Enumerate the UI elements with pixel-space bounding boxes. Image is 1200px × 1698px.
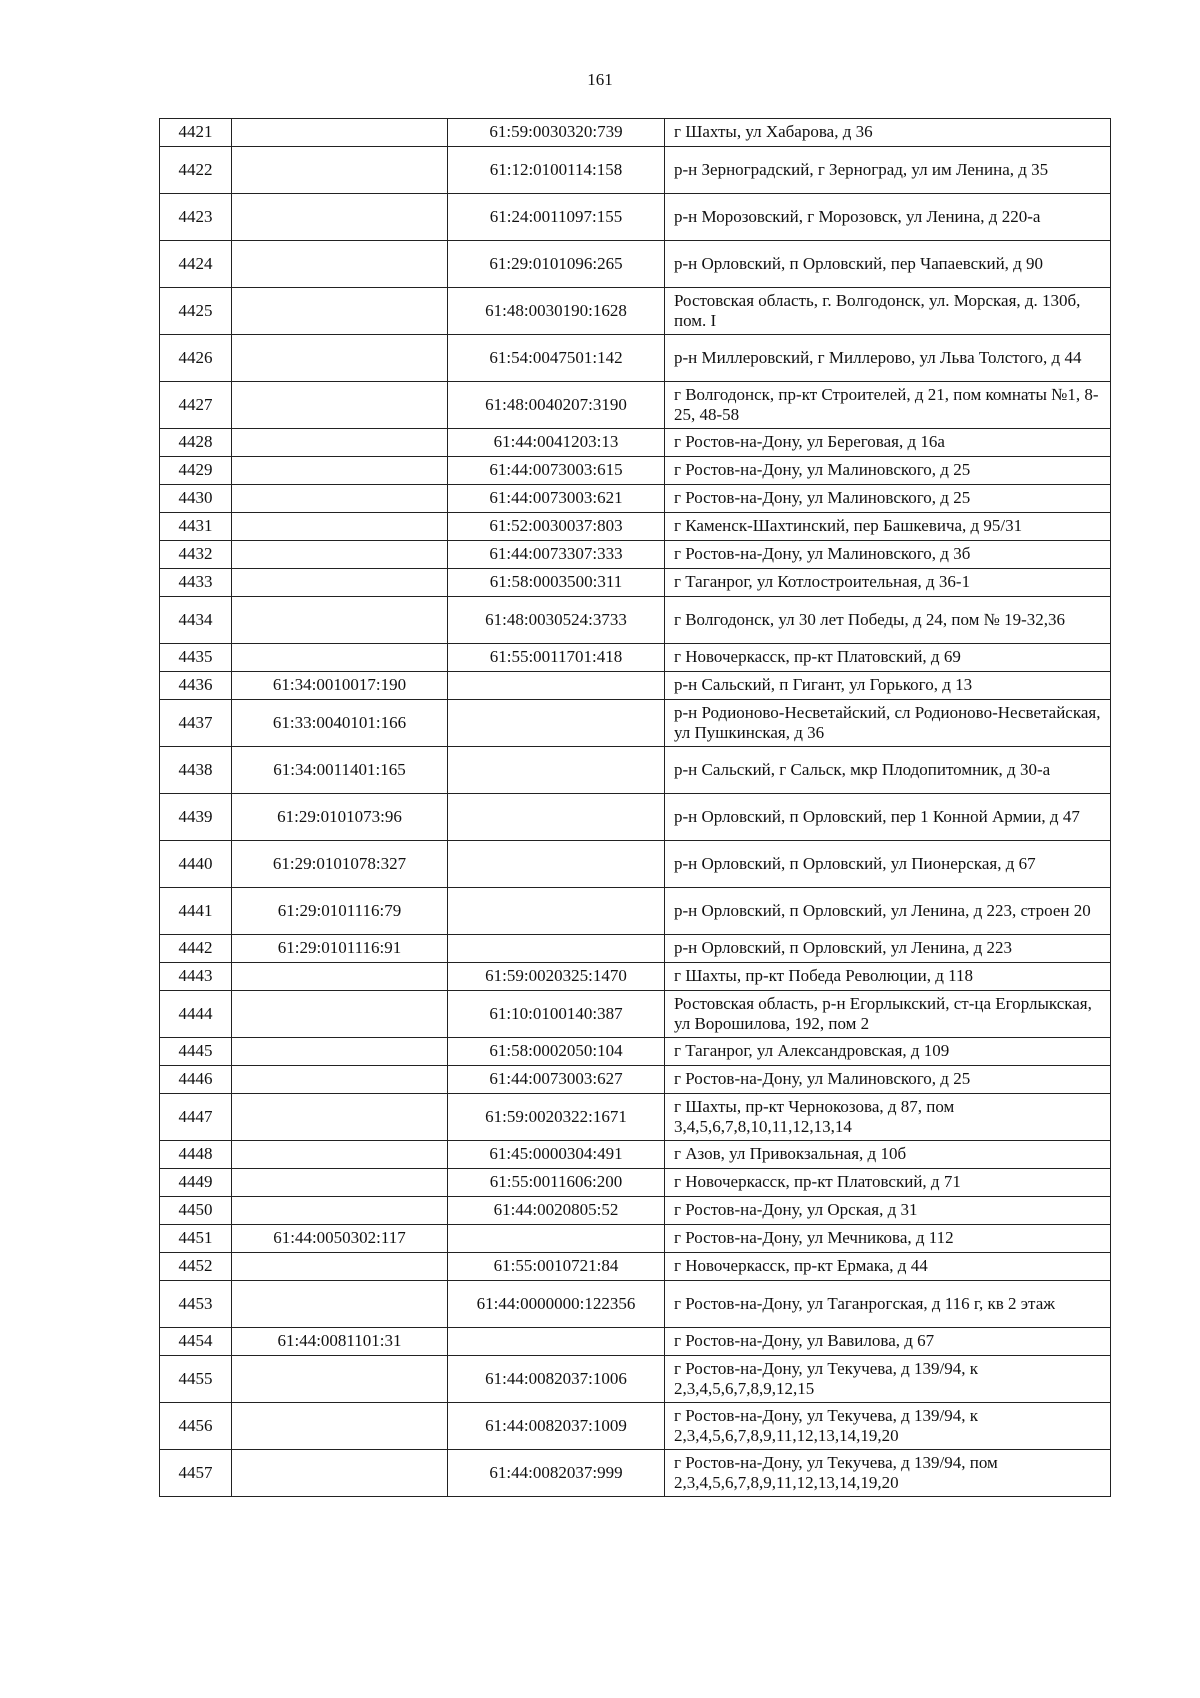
table-row <box>160 457 1111 485</box>
address-cell: р-н Орловский, п Орловский, пер 1 Конной Армии, д 47 <box>665 794 1111 841</box>
cadastral-number-b-cell <box>448 1328 665 1356</box>
table-row <box>160 1281 1111 1328</box>
address-cell: г Ростов-на-Дону, ул Текучева, д 139/94, пом 2,3,4,5,6,7,8,9,11,12,13,14,19,20 <box>665 1450 1111 1497</box>
cadastral-number-a-cell <box>232 644 448 672</box>
row-number-cell: 4433 <box>160 569 232 597</box>
table-row <box>160 335 1111 382</box>
cadastral-number-b-cell: 61:44:0020805:52 <box>448 1197 665 1225</box>
cadastral-number-a-cell <box>232 597 448 644</box>
cadastral-number-b-cell: 61:55:0010721:84 <box>448 1253 665 1281</box>
cadastral-number-b-cell <box>448 794 665 841</box>
table-row <box>160 1197 1111 1225</box>
address-cell: р-н Родионово-Несветайский, сл Родионово-Несветайская, ул Пушкинская, д 36 <box>665 700 1111 747</box>
cadastral-number-b-cell: 61:52:0030037:803 <box>448 513 665 541</box>
row-number-cell: 4424 <box>160 241 232 288</box>
address-cell: р-н Орловский, п Орловский, ул Ленина, д 223, строен 20 <box>665 888 1111 935</box>
row-number-cell: 4454 <box>160 1328 232 1356</box>
cadastral-number-b-cell <box>448 1225 665 1253</box>
cadastral-number-b-cell: 61:58:0002050:104 <box>448 1038 665 1066</box>
cadastral-number-b-cell: 61:44:0073003:627 <box>448 1066 665 1094</box>
cadastral-number-b-cell <box>448 700 665 747</box>
address-cell: г Шахты, пр-кт Чернокозова, д 87, пом 3,4,5,6,7,8,10,11,12,13,14 <box>665 1094 1111 1141</box>
table-row <box>160 935 1111 963</box>
cadastral-number-a-cell <box>232 1066 448 1094</box>
table-row <box>160 747 1111 794</box>
cadastral-number-a-cell <box>232 963 448 991</box>
row-number-cell: 4427 <box>160 382 232 429</box>
table-row <box>160 841 1111 888</box>
address-cell: г Ростов-на-Дону, ул Орская, д 31 <box>665 1197 1111 1225</box>
table-row <box>160 513 1111 541</box>
cadastral-number-b-cell: 61:44:0041203:13 <box>448 429 665 457</box>
property-table-body <box>160 119 1111 1497</box>
address-cell: г Ростов-на-Дону, ул Текучева, д 139/94, к 2,3,4,5,6,7,8,9,12,15 <box>665 1356 1111 1403</box>
cadastral-number-b-cell: 61:59:0020322:1671 <box>448 1094 665 1141</box>
table-row <box>160 700 1111 747</box>
table-row <box>160 382 1111 429</box>
cadastral-number-b-cell: 61:59:0030320:739 <box>448 119 665 147</box>
address-cell: г Таганрог, ул Александровская, д 109 <box>665 1038 1111 1066</box>
cadastral-number-b-cell: 61:44:0073307:333 <box>448 541 665 569</box>
cadastral-number-b-cell: 61:10:0100140:387 <box>448 991 665 1038</box>
cadastral-number-b-cell <box>448 747 665 794</box>
cadastral-number-a-cell <box>232 991 448 1038</box>
table-row <box>160 1328 1111 1356</box>
page-number: 161 <box>587 70 613 89</box>
row-number-cell: 4438 <box>160 747 232 794</box>
row-number-cell: 4429 <box>160 457 232 485</box>
row-number-cell: 4422 <box>160 147 232 194</box>
address-cell: р-н Миллеровский, г Миллерово, ул Льва Толстого, д 44 <box>665 335 1111 382</box>
cadastral-number-a-cell <box>232 1281 448 1328</box>
row-number-cell: 4450 <box>160 1197 232 1225</box>
address-cell: р-н Сальский, п Гигант, ул Горького, д 13 <box>665 672 1111 700</box>
row-number-cell: 4425 <box>160 288 232 335</box>
cadastral-number-b-cell: 61:45:0000304:491 <box>448 1141 665 1169</box>
row-number-cell: 4434 <box>160 597 232 644</box>
cadastral-number-a-cell <box>232 1094 448 1141</box>
cadastral-number-a-cell <box>232 335 448 382</box>
cadastral-number-a-cell: 61:44:0050302:117 <box>232 1225 448 1253</box>
row-number-cell: 4426 <box>160 335 232 382</box>
cadastral-number-b-cell: 61:55:0011606:200 <box>448 1169 665 1197</box>
table-row <box>160 485 1111 513</box>
cadastral-number-a-cell: 61:29:0101116:91 <box>232 935 448 963</box>
cadastral-number-a-cell: 61:44:0081101:31 <box>232 1328 448 1356</box>
table-row <box>160 1403 1111 1450</box>
cadastral-number-a-cell <box>232 1403 448 1450</box>
address-cell: г Шахты, пр-кт Победа Революции, д 118 <box>665 963 1111 991</box>
cadastral-number-a-cell <box>232 1169 448 1197</box>
row-number-cell: 4435 <box>160 644 232 672</box>
table-row <box>160 147 1111 194</box>
address-cell: р-н Зерноградский, г Зерноград, ул им Ленина, д 35 <box>665 147 1111 194</box>
cadastral-number-a-cell <box>232 1038 448 1066</box>
table-row <box>160 194 1111 241</box>
row-number-cell: 4445 <box>160 1038 232 1066</box>
address-cell: Ростовская область, р-н Егорлыкский, ст-ца Егорлыкская, ул Ворошилова, 192, пом 2 <box>665 991 1111 1038</box>
table-row <box>160 963 1111 991</box>
address-cell: г Ростов-на-Дону, ул Текучева, д 139/94, к 2,3,4,5,6,7,8,9,11,12,13,14,19,20 <box>665 1403 1111 1450</box>
cadastral-number-a-cell <box>232 288 448 335</box>
address-cell: г Шахты, ул Хабарова, д 36 <box>665 119 1111 147</box>
cadastral-number-a-cell <box>232 1141 448 1169</box>
table-row <box>160 672 1111 700</box>
row-number-cell: 4449 <box>160 1169 232 1197</box>
address-cell: г Новочеркасск, пр-кт Платовский, д 69 <box>665 644 1111 672</box>
row-number-cell: 4446 <box>160 1066 232 1094</box>
address-cell: г Ростов-на-Дону, ул Малиновского, д 3б <box>665 541 1111 569</box>
cadastral-number-b-cell: 61:58:0003500:311 <box>448 569 665 597</box>
cadastral-number-a-cell <box>232 194 448 241</box>
address-cell: г Ростов-на-Дону, ул Малиновского, д 25 <box>665 485 1111 513</box>
cadastral-number-b-cell: 61:54:0047501:142 <box>448 335 665 382</box>
address-cell: р-н Сальский, г Сальск, мкр Плодопитомник, д 30-а <box>665 747 1111 794</box>
row-number-cell: 4441 <box>160 888 232 935</box>
cadastral-number-a-cell <box>232 119 448 147</box>
cadastral-number-a-cell: 61:29:0101073:96 <box>232 794 448 841</box>
cadastral-number-a-cell <box>232 429 448 457</box>
cadastral-number-a-cell <box>232 1356 448 1403</box>
address-cell: г Ростов-на-Дону, ул Малиновского, д 25 <box>665 457 1111 485</box>
cadastral-number-b-cell <box>448 935 665 963</box>
address-cell: г Таганрог, ул Котлостроительная, д 36-1 <box>665 569 1111 597</box>
address-cell: г Волгодонск, ул 30 лет Победы, д 24, пом № 19-32,36 <box>665 597 1111 644</box>
property-table <box>159 118 1111 1497</box>
cadastral-number-a-cell <box>232 457 448 485</box>
row-number-cell: 4437 <box>160 700 232 747</box>
row-number-cell: 4439 <box>160 794 232 841</box>
row-number-cell: 4456 <box>160 1403 232 1450</box>
table-row <box>160 241 1111 288</box>
address-cell: г Каменск-Шахтинский, пер Башкевича, д 95/31 <box>665 513 1111 541</box>
cadastral-number-b-cell: 61:44:0082037:1009 <box>448 1403 665 1450</box>
cadastral-number-b-cell: 61:44:0082037:1006 <box>448 1356 665 1403</box>
cadastral-number-b-cell: 61:29:0101096:265 <box>448 241 665 288</box>
cadastral-number-a-cell <box>232 541 448 569</box>
row-number-cell: 4436 <box>160 672 232 700</box>
cadastral-number-b-cell: 61:55:0011701:418 <box>448 644 665 672</box>
cadastral-number-a-cell: 61:34:0011401:165 <box>232 747 448 794</box>
cadastral-number-b-cell: 61:44:0082037:999 <box>448 1450 665 1497</box>
table-row <box>160 1066 1111 1094</box>
cadastral-number-b-cell <box>448 672 665 700</box>
row-number-cell: 4447 <box>160 1094 232 1141</box>
cadastral-number-b-cell: 61:44:0000000:122356 <box>448 1281 665 1328</box>
table-row <box>160 288 1111 335</box>
address-cell: р-н Орловский, п Орловский, пер Чапаевский, д 90 <box>665 241 1111 288</box>
cadastral-number-b-cell: 61:59:0020325:1470 <box>448 963 665 991</box>
table-row <box>160 1450 1111 1497</box>
row-number-cell: 4453 <box>160 1281 232 1328</box>
table-row <box>160 429 1111 457</box>
row-number-cell: 4431 <box>160 513 232 541</box>
cadastral-number-b-cell <box>448 841 665 888</box>
row-number-cell: 4432 <box>160 541 232 569</box>
cadastral-number-b-cell: 61:48:0030190:1628 <box>448 288 665 335</box>
table-row <box>160 1141 1111 1169</box>
table-row <box>160 569 1111 597</box>
cadastral-number-a-cell <box>232 1450 448 1497</box>
address-cell: г Новочеркасск, пр-кт Ермака, д 44 <box>665 1253 1111 1281</box>
cadastral-number-a-cell: 61:34:0010017:190 <box>232 672 448 700</box>
table-row <box>160 1225 1111 1253</box>
address-cell: р-н Орловский, п Орловский, ул Ленина, д 223 <box>665 935 1111 963</box>
table-row <box>160 119 1111 147</box>
address-cell: р-н Морозовский, г Морозовск, ул Ленина, д 220-а <box>665 194 1111 241</box>
table-row <box>160 541 1111 569</box>
address-cell: г Ростов-на-Дону, ул Береговая, д 16а <box>665 429 1111 457</box>
row-number-cell: 4452 <box>160 1253 232 1281</box>
table-row <box>160 1169 1111 1197</box>
cadastral-number-b-cell: 61:48:0040207:3190 <box>448 382 665 429</box>
cadastral-number-b-cell: 61:44:0073003:621 <box>448 485 665 513</box>
table-row <box>160 1038 1111 1066</box>
address-cell: г Волгодонск, пр-кт Строителей, д 21, пом комнаты №1, 8-25, 48-58 <box>665 382 1111 429</box>
address-cell: г Ростов-на-Дону, ул Таганрогская, д 116 г, кв 2 этаж <box>665 1281 1111 1328</box>
cadastral-number-a-cell <box>232 1197 448 1225</box>
cadastral-number-b-cell <box>448 888 665 935</box>
cadastral-number-a-cell <box>232 241 448 288</box>
address-cell: г Ростов-на-Дону, ул Малиновского, д 25 <box>665 1066 1111 1094</box>
cadastral-number-b-cell: 61:44:0073003:615 <box>448 457 665 485</box>
cadastral-number-a-cell <box>232 485 448 513</box>
table-row <box>160 644 1111 672</box>
cadastral-number-a-cell: 61:29:0101116:79 <box>232 888 448 935</box>
row-number-cell: 4455 <box>160 1356 232 1403</box>
table-row <box>160 991 1111 1038</box>
address-cell: г Азов, ул Привокзальная, д 10б <box>665 1141 1111 1169</box>
address-cell: Ростовская область, г. Волгодонск, ул. Морская, д. 130б, пом. I <box>665 288 1111 335</box>
address-cell: г Ростов-на-Дону, ул Мечникова, д 112 <box>665 1225 1111 1253</box>
cadastral-number-a-cell <box>232 569 448 597</box>
row-number-cell: 4443 <box>160 963 232 991</box>
row-number-cell: 4423 <box>160 194 232 241</box>
row-number-cell: 4421 <box>160 119 232 147</box>
row-number-cell: 4440 <box>160 841 232 888</box>
cadastral-number-a-cell <box>232 513 448 541</box>
cadastral-number-a-cell <box>232 147 448 194</box>
row-number-cell: 4428 <box>160 429 232 457</box>
table-row <box>160 888 1111 935</box>
cadastral-number-a-cell: 61:29:0101078:327 <box>232 841 448 888</box>
address-cell: г Новочеркасск, пр-кт Платовский, д 71 <box>665 1169 1111 1197</box>
table-row <box>160 1356 1111 1403</box>
address-cell: г Ростов-на-Дону, ул Вавилова, д 67 <box>665 1328 1111 1356</box>
row-number-cell: 4451 <box>160 1225 232 1253</box>
row-number-cell: 4442 <box>160 935 232 963</box>
row-number-cell: 4448 <box>160 1141 232 1169</box>
row-number-cell: 4457 <box>160 1450 232 1497</box>
cadastral-number-a-cell <box>232 1253 448 1281</box>
cadastral-number-b-cell: 61:12:0100114:158 <box>448 147 665 194</box>
row-number-cell: 4444 <box>160 991 232 1038</box>
cadastral-number-a-cell: 61:33:0040101:166 <box>232 700 448 747</box>
table-row <box>160 1094 1111 1141</box>
table-row <box>160 1253 1111 1281</box>
table-row <box>160 597 1111 644</box>
address-cell: р-н Орловский, п Орловский, ул Пионерская, д 67 <box>665 841 1111 888</box>
table-row <box>160 794 1111 841</box>
cadastral-number-b-cell: 61:24:0011097:155 <box>448 194 665 241</box>
cadastral-number-a-cell <box>232 382 448 429</box>
cadastral-number-b-cell: 61:48:0030524:3733 <box>448 597 665 644</box>
row-number-cell: 4430 <box>160 485 232 513</box>
